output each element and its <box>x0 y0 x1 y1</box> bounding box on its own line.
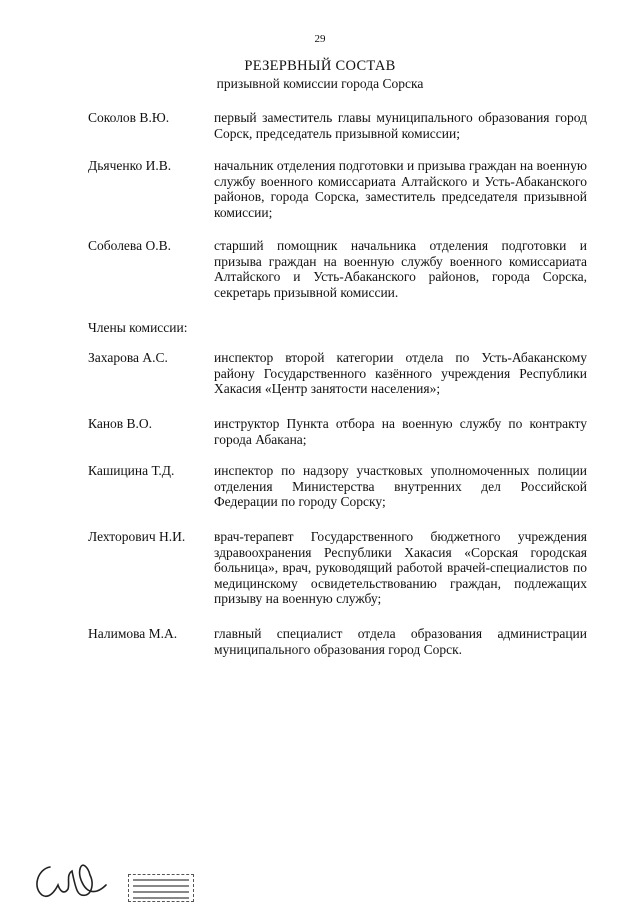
entry-name: Захарова А.С. <box>88 350 168 365</box>
entry-name: Соколов В.Ю. <box>88 110 170 125</box>
entry-role: инструктор Пункта отбора на военную службу по контракту города Абакана; <box>214 416 587 447</box>
members-heading: Члены комиссии: <box>88 320 188 335</box>
entry-name: Дьяченко И.В. <box>88 158 172 173</box>
entry-name: Канов В.О. <box>88 416 153 431</box>
entry-role: инспектор второй категории отдела по Усть-Абаканскому району Государственного казённого учреждения Республики Хакасия «Центр занятости населения»; <box>214 350 587 396</box>
entry-role: первый заместитель главы муниципального образования город Сорск, председатель призывной комиссии; <box>214 110 587 141</box>
page-number: 29 <box>314 33 326 45</box>
document-title: РЕЗЕРВНЫЙ СОСТАВ <box>244 58 396 74</box>
stamp-mark <box>128 874 194 902</box>
document-subtitle: призывной комиссии города Сорска <box>216 76 424 91</box>
signature-image <box>30 855 110 901</box>
entry-role: начальник отделения подготовки и призыва граждан на военную службу военного комиссариата Алтайского и Усть-Абаканского районов, города Сорска, заместитель председателя призывной комиссии; <box>214 158 587 220</box>
entry-role: врач-терапевт Государственного бюджетного учреждения здравоохранения Республики Хакасия «Сорская городская больница», врач, руководящий работой врачей-специалистов по медицинскому освидетельствованию граждан, подлежащих призыву на военную службу; <box>214 529 587 606</box>
entry-name: Налимова М.А. <box>88 626 178 641</box>
entry-role: инспектор по надзору участковых уполномоченных полиции отделения Министерства внутренних дел Российской Федерации по городу Сорску; <box>214 463 587 509</box>
entry-name: Соболева О.В. <box>88 238 171 253</box>
entry-name: Кашицина Т.Д. <box>88 463 175 478</box>
entry-role: старший помощник начальника отделения подготовки и призыва граждан на военную службу военного комиссариата Алтайского и Усть-Абаканского районов, города Сорска, секретарь призывной комиссии. <box>214 238 587 300</box>
entry-name: Лехторович Н.И. <box>88 529 186 544</box>
entry-role: главный специалист отдела образования администрации муниципального образования город Сорск. <box>214 626 587 657</box>
